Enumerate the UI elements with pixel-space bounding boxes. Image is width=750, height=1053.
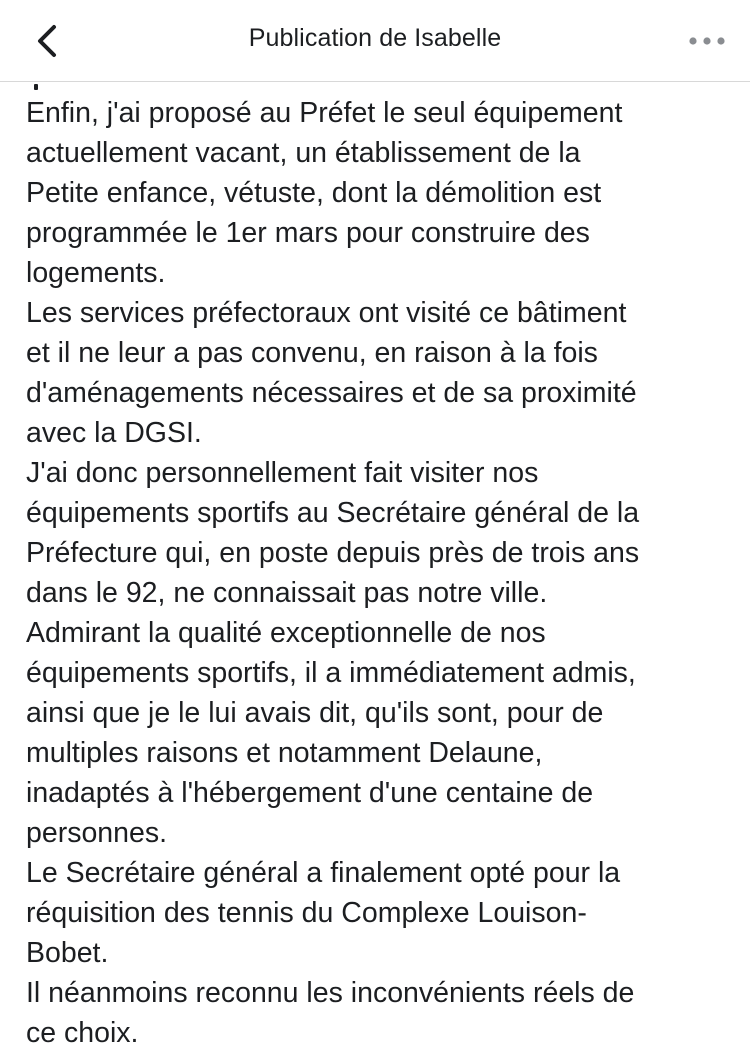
page-title: Publication de Isabelle (248, 24, 502, 52)
post-body (26, 93, 726, 1053)
post-paragraph: J'ai donc personnellement fait visiter nos équipements sportifs au Secrétaire général de la Préfecture qui, en poste depuis près de trois ans dans le 92, ne connaissait pas notre ville. (26, 457, 640, 609)
top-navigation-bar (0, 0, 750, 82)
post-paragraph: Enfin, j'ai proposé au Préfet le seul équipement actuellement vacant, un établissement de la Petite enfance, vétuste, dont la démolition est programmée le 1er mars pour construire des logements. (26, 97, 623, 289)
post-paragraph: Admirant la qualité exceptionnelle de nos équipements sportifs, il a immédiatement admis, ainsi que je le lui avais dit, qu'ils sont, pour de multiples raisons et notamment Delaune, inadaptés à l'hébergement d'une centaine de personnes. (26, 617, 636, 849)
clipped-text-remnant (34, 84, 38, 90)
post-paragraph: Les services préfectoraux ont visité ce bâtiment et il ne leur a pas convenu, en raison à la fois d'aménagements nécessaires et de sa proximité avec la DGSI. (26, 297, 637, 449)
post-paragraph: Le Secrétaire général a finalement opté pour la réquisition des tennis du Complexe Louison- Bobet. (26, 857, 621, 969)
more-horizontal-icon (688, 36, 726, 46)
more-options-button[interactable] (682, 24, 732, 58)
post-paragraph: Il néanmoins reconnu les inconvénients réels de ce choix. (26, 977, 635, 1049)
